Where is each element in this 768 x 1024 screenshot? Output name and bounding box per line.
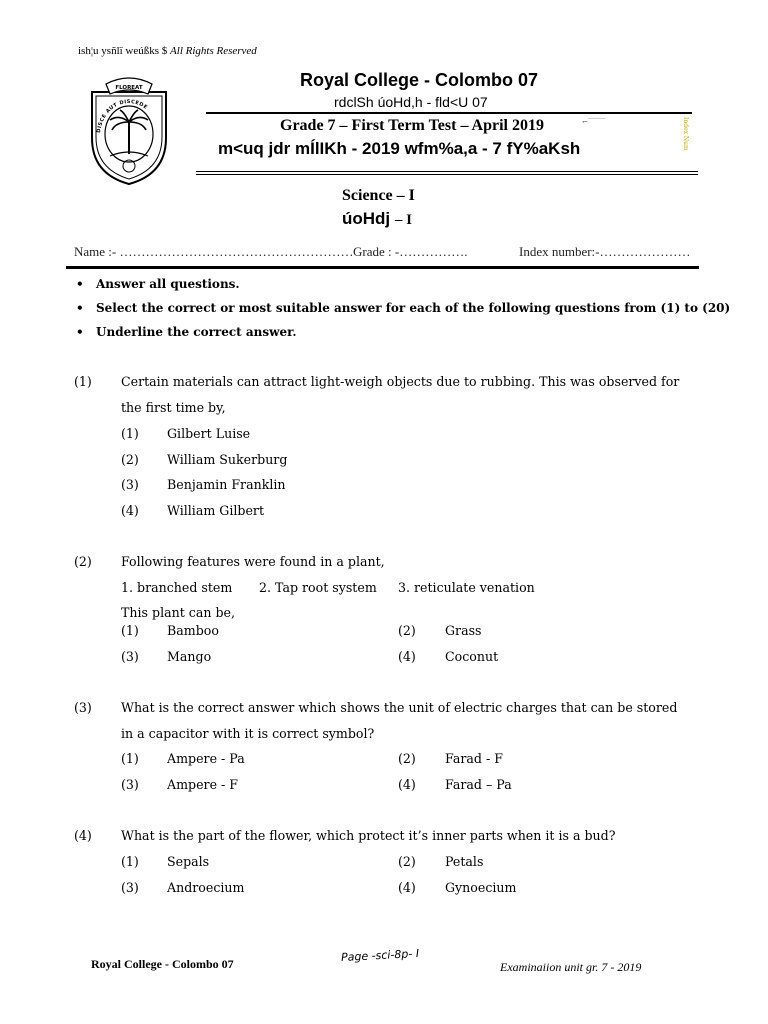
option-number: (1) <box>121 623 139 638</box>
feature-item: 1. branched stem <box>121 580 233 595</box>
crest-ring-text: DISCE AUT DISCEDE <box>96 98 149 134</box>
question-text: the first time by, <box>121 400 226 415</box>
option-number: (2) <box>398 854 416 869</box>
header-divider <box>206 113 692 114</box>
option-number: (4) <box>398 649 416 664</box>
feature-item: 2. Tap root system <box>259 580 377 595</box>
question-text: Following features were found in a plant, <box>121 554 385 569</box>
option-number: (1) <box>121 751 139 766</box>
grade-field[interactable]: Grade : -……………. <box>353 244 468 259</box>
option-number: (2) <box>121 452 139 467</box>
question-text: Certain materials can attract light-weigh objects due to rubbing. This was observed for <box>121 374 680 389</box>
subject-sinhala-part: – I <box>394 212 412 228</box>
answer-option[interactable]: William Sukerburg <box>167 452 288 467</box>
footer-school-name: Royal College - Colombo 07 <box>91 957 234 971</box>
subject-sinhala-text: úoHdj <box>342 209 391 228</box>
answer-option[interactable]: Grass <box>445 623 482 638</box>
option-number: (3) <box>121 880 139 895</box>
answer-option[interactable]: Ampere - Pa <box>167 751 245 766</box>
answer-option[interactable]: Coconut <box>445 649 499 664</box>
question-number: (1) <box>74 374 92 389</box>
question-text: This plant can be, <box>121 605 235 620</box>
stray-mark: ⌐‾‾‾‾‾ <box>582 118 606 126</box>
question-number: (4) <box>74 828 92 843</box>
copyright-sinhala: ish¦u ysñlï weúßks $ <box>78 45 168 57</box>
answer-option[interactable]: Androecium <box>167 880 245 895</box>
answer-option[interactable]: Gilbert Luise <box>167 426 251 441</box>
instruction-item: • Answer all questions. <box>76 277 240 291</box>
school-crest-logo <box>86 74 172 186</box>
page-number: Page -sci-8p- I <box>340 946 420 965</box>
subject-title-sinhala <box>342 209 412 229</box>
answer-option[interactable]: Petals <box>445 854 484 869</box>
option-number: (1) <box>121 426 139 441</box>
option-number: (2) <box>398 751 416 766</box>
name-field[interactable]: Name :- ……………………………………………… <box>74 244 354 259</box>
side-note: Index Num <box>682 117 689 151</box>
answer-option[interactable]: William Gilbert <box>167 503 264 518</box>
option-number: (4) <box>398 777 416 792</box>
question-text: in a capacitor with it is correct symbol? <box>121 726 375 741</box>
index-number-field[interactable]: Index number:-………………… <box>519 244 691 259</box>
copyright-notice <box>78 45 257 57</box>
question-text: What is the correct answer which shows the unit of electric charges that can be stored <box>121 700 678 715</box>
option-number: (3) <box>121 777 139 792</box>
section-divider <box>66 266 699 269</box>
question-number: (2) <box>74 554 92 569</box>
answer-option[interactable]: Farad - F <box>445 751 503 766</box>
crest-motto-top: FLOREAT <box>115 85 143 91</box>
copyright-english: All Rights Reserved <box>170 45 257 57</box>
option-number: (2) <box>398 623 416 638</box>
option-number: (4) <box>398 880 416 895</box>
exam-title: Grade 7 – First Term Test – April 2019 <box>280 117 544 134</box>
instruction-item: • Select the correct or most suitable answer for each of the following questions from (1) to (20) <box>76 301 731 315</box>
question-text: What is the part of the flower, which protect it’s inner parts when it is a bud? <box>121 828 616 843</box>
subject-title: Science – I <box>342 187 415 204</box>
answer-option[interactable]: Gynoecium <box>445 880 517 895</box>
header-divider <box>196 171 698 172</box>
exam-title-sinhala: m<uq jdr mÍlIKh - 2019 wfm%a,a - 7 fY%aKsh <box>218 139 581 158</box>
feature-item: 3. reticulate venation <box>398 580 535 595</box>
answer-option[interactable]: Sepals <box>167 854 210 869</box>
option-number: (3) <box>121 477 139 492</box>
school-name-sinhala: rdclSh úoHd,h - fld<U 07 <box>334 94 488 110</box>
svg-text:DISCE AUT DISCEDE <box>96 99 148 133</box>
option-number: (4) <box>121 503 139 518</box>
header-divider <box>196 174 698 175</box>
question-number: (3) <box>74 700 92 715</box>
answer-option[interactable]: Bamboo <box>167 623 219 638</box>
school-name: Royal College - Colombo 07 <box>300 70 539 90</box>
footer-exam-unit: Examinaiion unit gr. 7 - 2019 <box>500 960 642 974</box>
answer-option[interactable]: Mango <box>167 649 212 664</box>
answer-option[interactable]: Ampere - F <box>167 777 239 792</box>
option-number: (3) <box>121 649 139 664</box>
answer-option[interactable]: Farad – Pa <box>445 777 512 792</box>
instruction-item: • Underline the correct answer. <box>76 325 297 339</box>
option-number: (1) <box>121 854 139 869</box>
answer-option[interactable]: Benjamin Franklin <box>167 477 286 492</box>
